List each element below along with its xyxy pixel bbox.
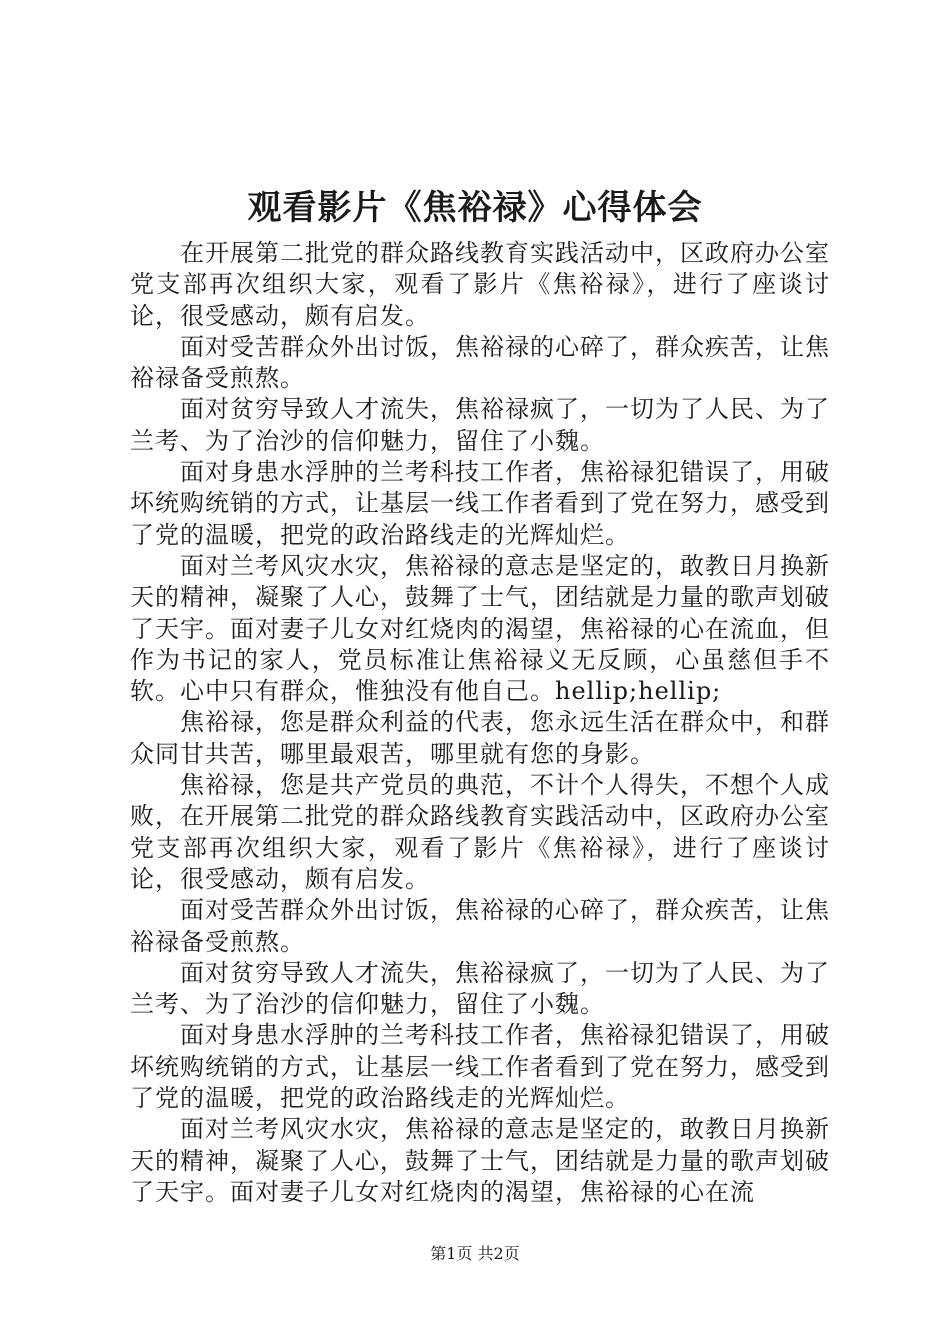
paragraph: 面对贫穷导致人才流失，焦裕禄疯了，一切为了人民、为了兰考、为了治沙的信仰魅力，留住了小魏。 <box>130 958 830 1019</box>
paragraph: 面对兰考风灾水灾，焦裕禄的意志是坚定的，敢教日月换新天的精神，凝聚了人心，鼓舞了士气，团结就是力量的歌声划破了天宇。面对妻子儿女对红烧肉的渴望，焦裕禄的心在流 <box>130 1115 830 1206</box>
paragraph: 在开展第二批党的群众路线教育实践活动中，区政府办公室党支部再次组织大家，观看了影片《焦裕禄》，进行了座谈讨论，很受感动，颇有启发。 <box>130 239 830 330</box>
document-title: 观看影片《焦裕禄》心得体会 <box>247 188 703 228</box>
paragraph: 面对身患水浮肿的兰考科技工作者，焦裕禄犯错误了，用破坏统购统销的方式，让基层一线工作者看到了党在努力，感受到了党的温暖，把党的政治路线走的光辉灿烂。 <box>130 458 830 549</box>
paragraph: 焦裕禄，您是共产党员的典范，不计个人得失，不想个人成败，在开展第二批党的群众路线教育实践活动中，区政府办公室党支部再次组织大家，观看了影片《焦裕禄》，进行了座谈讨论，很受感动，颇有启发。 <box>130 771 830 893</box>
paragraph: 面对贫穷导致人才流失，焦裕禄疯了，一切为了人民、为了兰考、为了治沙的信仰魅力，留住了小魏。 <box>130 395 830 455</box>
paragraph: 面对身患水浮肿的兰考科技工作者，焦裕禄犯错误了，用破坏统购统销的方式，让基层一线工作者看到了党在努力，感受到了党的温暖，把党的政治路线走的光辉灿烂。 <box>130 1021 830 1113</box>
page-number-footer: 第1页 共2页 <box>430 1244 520 1263</box>
paragraph: 面对受苦群众外出讨饭，焦裕禄的心碎了，群众疾苦，让焦裕禄备受煎熬。 <box>130 332 830 393</box>
paragraph: 焦裕禄，您是群众利益的代表，您永远生活在群众中，和群众同甘共苦，哪里最艰苦，哪里就有您的身影。 <box>130 708 830 768</box>
paragraph: 面对兰考风灾水灾，焦裕禄的意志是坚定的，敢教日月换新天的精神，凝聚了人心，鼓舞了士气，团结就是力量的歌声划破了天宇。面对妻子儿女对红烧肉的渴望，焦裕禄的心在流血，但作为书记的家人，党员标准让焦裕禄义无反顾，心虽慈但手不软。心中只有群众，惟独没有他自己。hellip;hellip; <box>130 551 830 706</box>
document-body <box>130 238 830 1208</box>
paragraph: 面对受苦群众外出讨饭，焦裕禄的心碎了，群众疾苦，让焦裕禄备受煎熬。 <box>130 896 830 956</box>
